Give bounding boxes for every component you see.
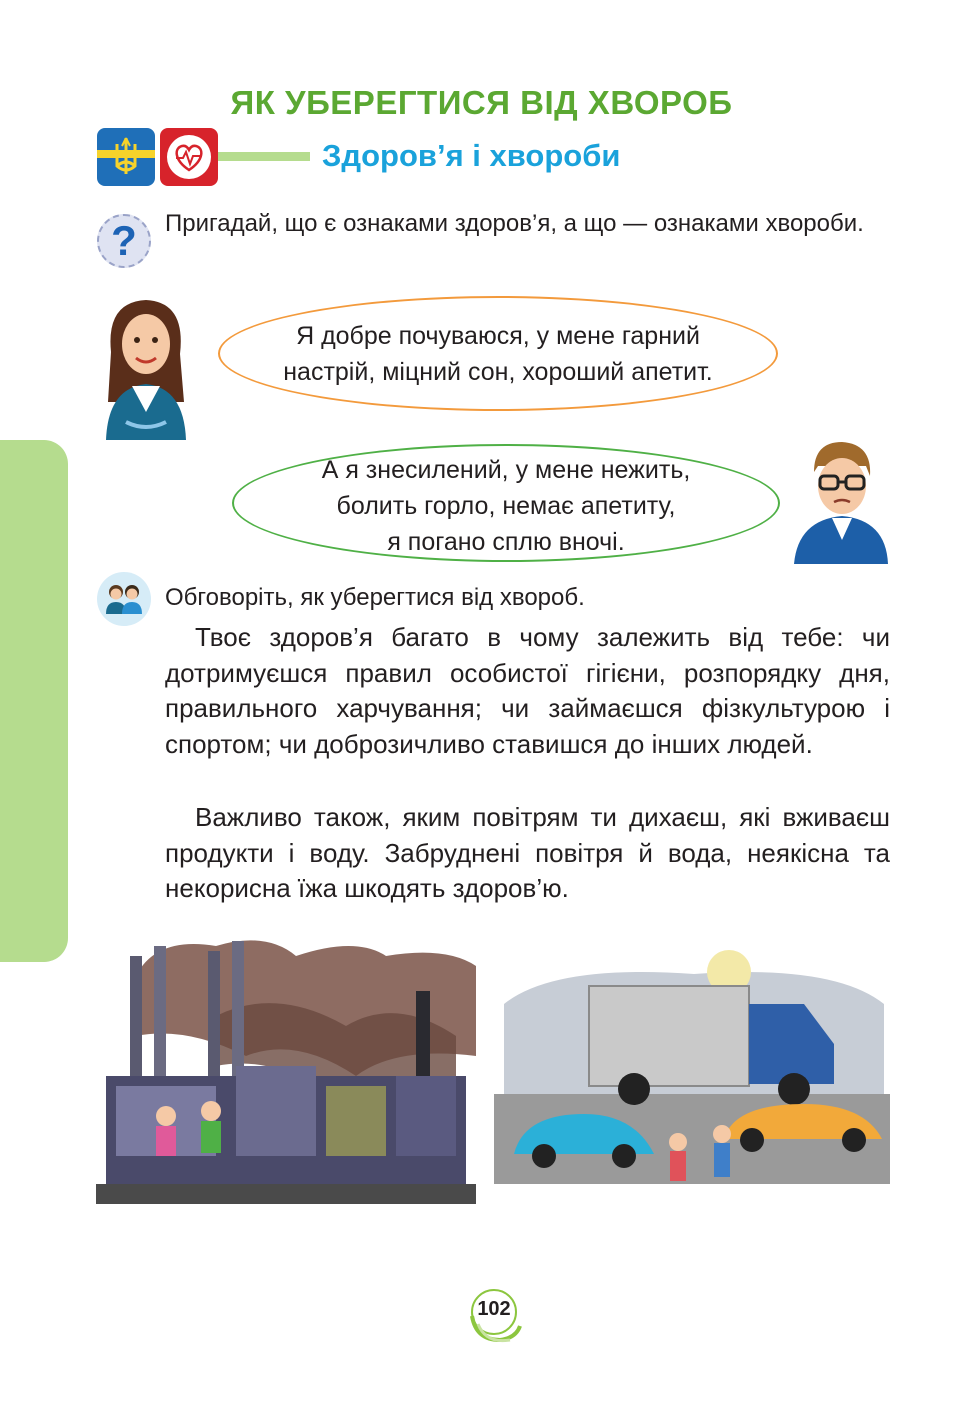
bubble-line: А я знесилений, у мене нежить,	[321, 456, 691, 484]
girl-illustration	[96, 292, 196, 440]
subtitle: Здоров’я і хвороби	[322, 138, 621, 173]
bubble-line: я погано сплю вночі.	[387, 528, 625, 556]
ukraine-coat-of-arms-icon	[97, 128, 155, 186]
paragraph: Важливо також, яким повітрям ти дихаєш, які вживаєш продукти і воду. Забруднені повітря й вода, неякісна та некорисна їжа шкодять здоров’ю.	[165, 802, 890, 903]
bubble-line: болить горло, немає апетиту,	[336, 492, 676, 520]
factory-pollution-illustration	[96, 936, 476, 1204]
paragraph: Твоє здоров’я багато в чому залежить від тебе: чи дотримуєшся правил особистої гігієни, розпорядку дня, правильного харчування; чи займаєшся фізкультурою і спортом; чи доброзичливо ставишся до інших людей.	[165, 622, 890, 759]
bubble-line: Я добре почуваюся, у мене гарний	[296, 322, 700, 350]
topic-divider-line	[218, 152, 310, 161]
boy-illustration	[790, 436, 890, 564]
road-traffic-illustration	[494, 944, 890, 1214]
task-text: Пригадай, що є ознаками здоров’я, а що — ознаками хвороби.	[165, 210, 864, 237]
page-number: 102	[477, 1298, 511, 1320]
discussion-text: Обговоріть, як уберегтися від хвороб.	[165, 584, 585, 611]
pair-work-icon	[97, 572, 151, 626]
bubble-line: настрій, міцний сон, хороший апетит.	[283, 358, 713, 386]
speech-bubble-boy	[232, 444, 780, 562]
speech-bubble-girl	[218, 296, 778, 411]
side-color-tab	[0, 440, 68, 962]
heart-pulse-icon	[160, 128, 218, 186]
section-title: ЯК УБЕРЕГТИСЯ ВІД ХВОРОБ	[230, 84, 733, 121]
question-mark: ?	[111, 217, 137, 264]
